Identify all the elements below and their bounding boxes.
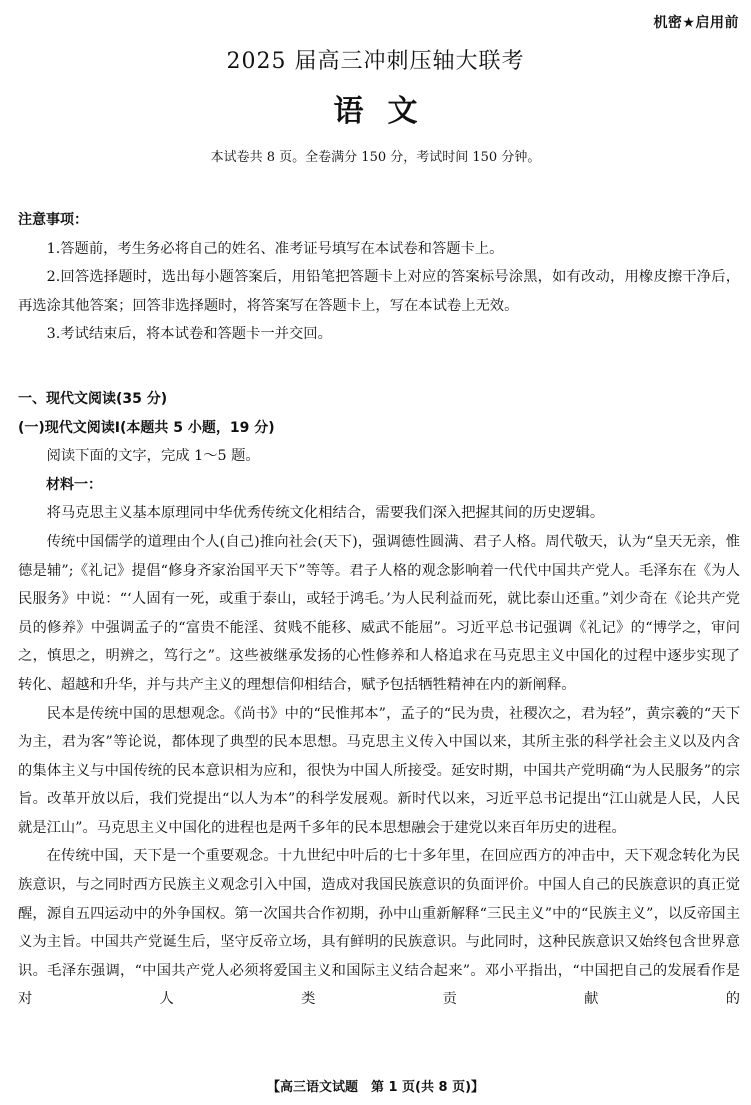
page-footer: 【高三语文试题 第 1 页(共 8 页)】 (266, 1080, 485, 1095)
classified-label: 机密★启用前 (653, 15, 739, 31)
notice-item: 3.考试结束后，将本试卷和答题卡一并交回。 (46, 326, 332, 343)
notice-heading: 注意事项： (18, 212, 88, 228)
notice-item: 1.答题前，考生务必将自己的姓名、准考证号填写在本试卷和答题卡上。 (46, 240, 504, 257)
spacer (18, 349, 740, 385)
passage-paragraph: 民本是传统中国的思想观念。《尚书》中的“民惟邦本”，孟子的“民为贵，社稷次之，君为轻”，黄宗羲的“天下为主，君为客”等论说，都体现了典型的民本思想。马克思主义传入中国以来，其所主张的科学社会主义以及内含的集体主义与中国传统的民本意识相为应和，很快为中国人所接受。延安时期，中国共产党明确“为人民服务”的宗旨。改革开放以后，我们党提出“以人为本”的科学发展观。新时代以来，习近平总书记提出“江山就是人民，人民就是江山”。马克思主义中国化的进程也是两千多年的民本思想融会于建党以来百年历史的进程。 (18, 705, 740, 836)
notice-item: 2.回答选择题时，选出每小题答案后，用铅笔把答题卡上对应的答案标号涂黑，如有改动，用橡皮擦干净后，再选涂其他答案；回答非选择题时，将答案写在答题卡上，写在本试卷上无效。 (18, 269, 740, 314)
exam-content (18, 206, 740, 1014)
material-label: 材料一： (46, 476, 102, 493)
passage-paragraph: 在传统中国，天下是一个重要观念。十九世纪中叶后的七十多年里，在回应西方的冲击中，天下观念转化为民族意识，与之同时西方民族主义观念引入中国，造成对我国民族意识的负面评价。中国人自己的民族意识的真正觉醒，源自五四运动中的外争国权。第一次国共合作初期，孙中山重新解释“三民主义”中的“民族主义”，以反帝国主义为主旨。中国共产党诞生后，坚守反帝立场，具有鲜明的民族意识。与此同时，这种民族意识又始终包含世界意识。毛泽东强调，“中国共产党人必须将爱国主义和国际主义结合起来”。邓小平指出，“中国把自己的发展看作是对人类贡献的 (18, 848, 740, 1008)
passage-paragraph: 传统中国儒学的道理由个人(自己)推向社会(天下)，强调德性圆满、君子人格。周代敬天，认为“皇天无亲，惟德是辅”;《礼记》提倡“修身齐家治国平天下”等等。君子人格的观念影响着一代代中国共产党人。毛泽东在《为人民服务》中说：“‘人固有一死，或重于泰山，或轻于鸿毛。’为人民利益而死，就比泰山还重。”刘少奇在《论共产党员的修养》中强调孟子的“富贵不能淫、贫贱不能移、威武不能屈”。习近平总书记强调《礼记》的“博学之，审问之，慎思之，明辨之，笃行之”。这些被继承发扬的心性修养和人格追求在马克思主义中国化的过程中逐步实现了转化、超越和升华，并与共产主义的理想信仰相结合，赋予包括牺牲精神在内的新阐释。 (18, 533, 740, 693)
subsection-heading: (一)现代文阅读Ⅰ(本题共 5 小题，19 分) (18, 419, 275, 436)
exam-title: 2025 届高三冲刺压轴大联考 (226, 49, 525, 74)
section-heading: 一、现代文阅读(35 分) (18, 390, 168, 407)
exam-info: 本试卷共 8 页。全卷满分 150 分，考试时间 150 分钟。 (210, 150, 541, 165)
subject-title: 语文 (333, 94, 442, 129)
reading-instruction: 阅读下面的文字，完成 1～5 题。 (46, 448, 260, 465)
passage-paragraph: 将马克思主义基本原理同中华优秀传统文化相结合，需要我们深入把握其间的历史逻辑。 (46, 505, 605, 522)
